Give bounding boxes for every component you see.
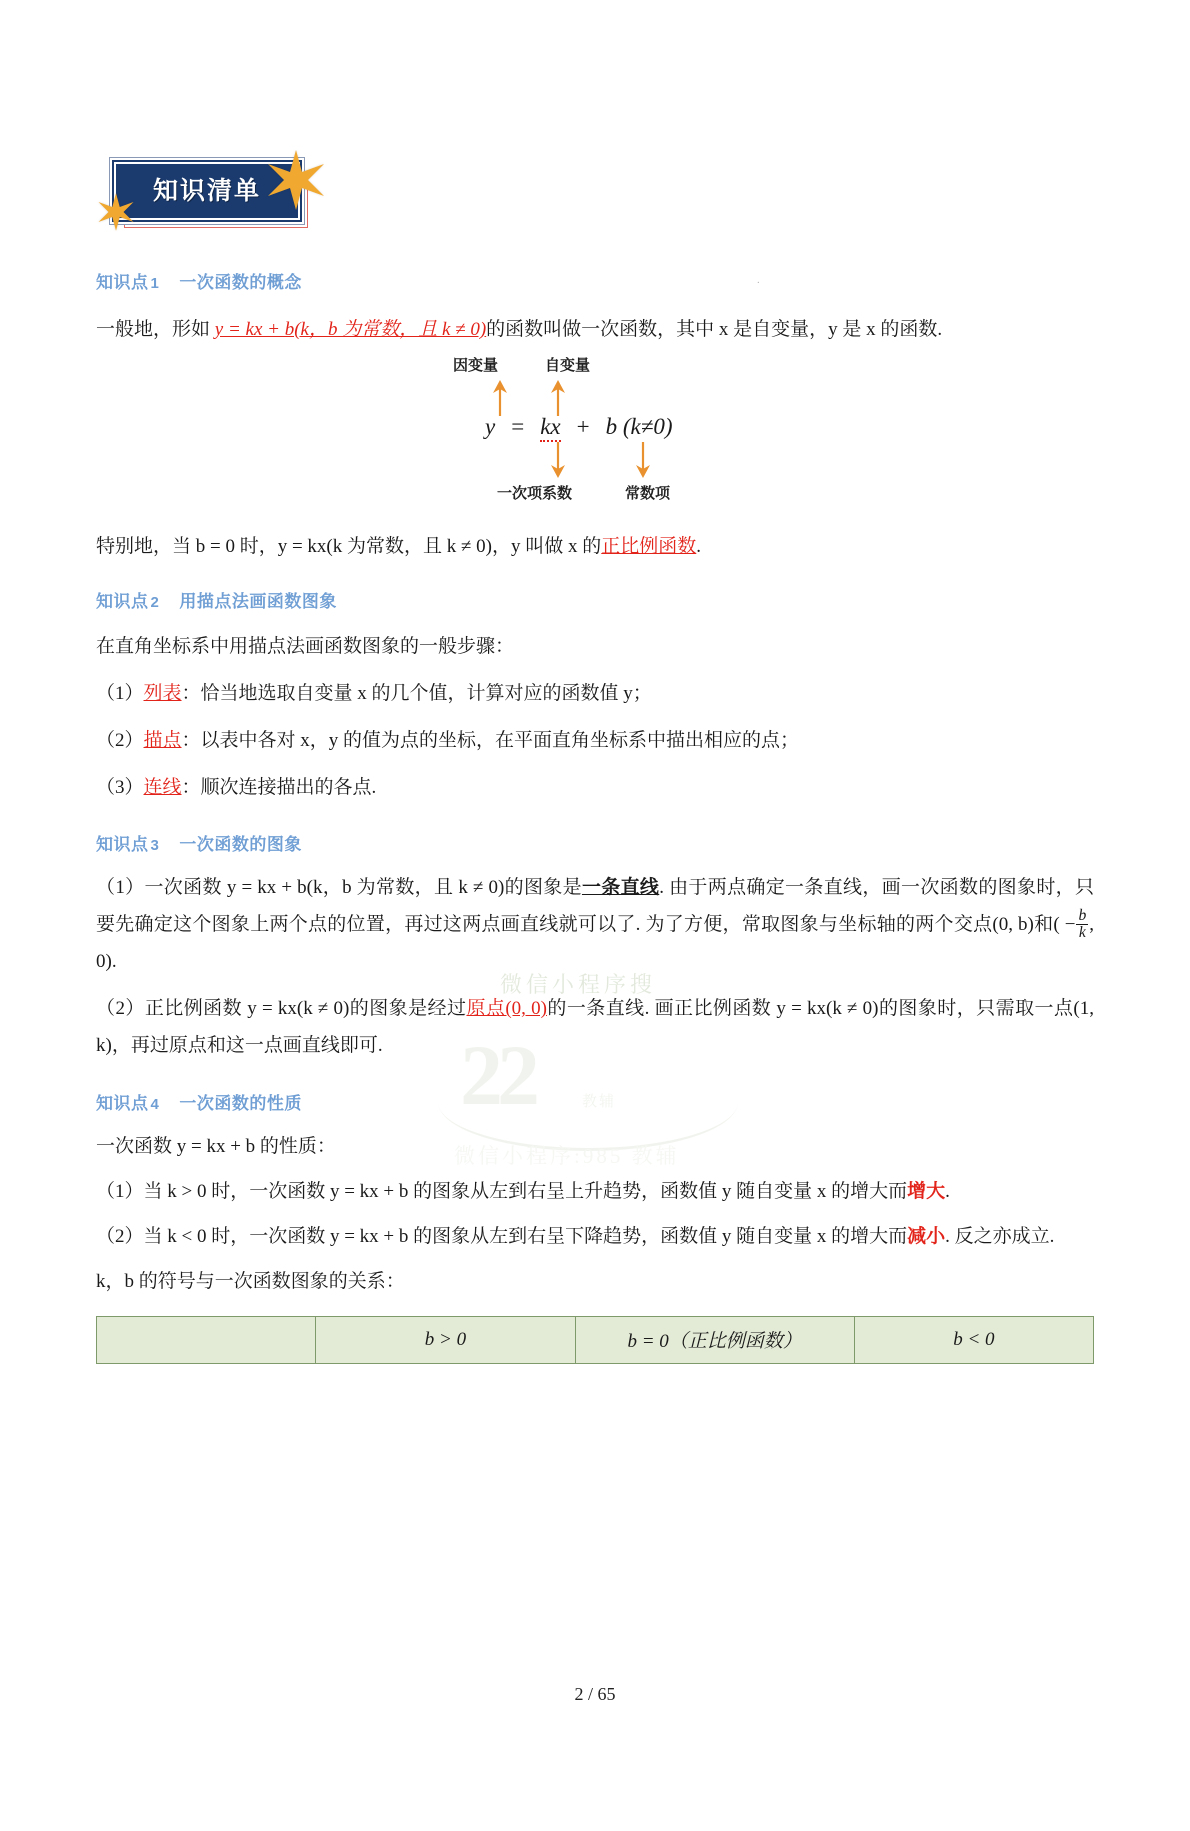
heading-knowledge-point-4: [96, 1089, 1094, 1114]
heading-knowledge-point-3: [96, 830, 1094, 855]
table-header-cell-b-positive: b > 0: [316, 1316, 575, 1363]
kp4-prop1-red: 增大: [907, 1180, 946, 1202]
watermark-line: 微信小程序:985 教辅: [454, 1144, 680, 1168]
kp2-step1-term: 列表: [143, 683, 182, 705]
kp2-step3-term: 连线: [143, 777, 182, 799]
watermark-sub: 教辅: [582, 1094, 617, 1110]
star-icon: [96, 192, 136, 232]
kp4-label: 知识点: [96, 1093, 149, 1113]
kb-sign-relation-table: [96, 1316, 1094, 1364]
kp3-item1-and: 和: [1033, 914, 1054, 936]
kp2-step-2: [96, 722, 1094, 759]
kp4-prop2-red: 减小: [907, 1225, 946, 1247]
table-header-cell-b-zero: b = 0（正比例函数）: [575, 1316, 854, 1363]
kp4-prop1-pre: （1）当 k > 0 时，一次函数 y = kx + b 的图象从左到右呈上升趋势，函数值 y 随自变量 x 的增大而: [96, 1180, 908, 1202]
arrow-down-icon: [635, 442, 651, 478]
diagram-label-constant-term: 常数项: [625, 485, 671, 503]
kp3-item1-bold: 一条直线: [581, 877, 660, 899]
table-header-cell-empty: [97, 1316, 316, 1363]
kp4-number: 4: [150, 1095, 160, 1113]
kp2-step2-index: （2）: [96, 730, 144, 752]
kp1-post: 的函数叫做一次函数，其中 x 是自变量，y 是 x 的函数.: [486, 319, 943, 340]
page-number: 2 / 65: [574, 1684, 616, 1704]
kp1-special-end: .: [696, 536, 702, 558]
kp1-definition-paragraph: [96, 311, 1094, 348]
table-header-cell-b-negative: b < 0: [854, 1316, 1093, 1363]
kp3-item2-mid: 的一条直线. 画正比例函数 y = kx(k ≠ 0)的图象时，只需取一点: [546, 998, 1074, 1020]
kp3-item1-pre: （1）一次函数 y = kx + b(k，b 为常数，且 k ≠ 0)的图象是: [96, 877, 582, 899]
fraction-denominator: k: [1078, 924, 1086, 942]
kp3-fraction-b-over-k: [1076, 908, 1088, 942]
diagram-eq-kx: kx: [540, 414, 560, 442]
kp2-step3-index: （3）: [96, 777, 144, 799]
watermark-number: 22: [460, 1027, 534, 1123]
kp2-label: 知识点: [96, 592, 149, 612]
kp3-item-1: [96, 869, 1094, 980]
kp4-table-lead: k，b 的符号与一次函数图象的关系：: [96, 1270, 405, 1292]
kp1-special-pre: 特别地，当 b = 0 时，y = kx(k 为常数，且 k ≠ 0)，y 叫做 x 的: [96, 536, 602, 558]
diagram-equation: [485, 414, 673, 440]
formula-annotation-diagram: [435, 354, 755, 504]
diagram-eq-b: b (k≠0): [605, 414, 673, 440]
arrow-down-icon: [550, 442, 566, 478]
kp2-lead: 在直角坐标系中用描点法画函数图象的一般步骤：: [96, 636, 515, 658]
kp4-prop2-post: . 反之亦成立.: [945, 1225, 1055, 1247]
kp2-step-1: [96, 675, 1094, 712]
kp4-title: 一次函数的性质: [179, 1093, 302, 1113]
kp1-special-case-paragraph: [96, 528, 1094, 565]
kp2-step1-text: ：恰当地选取自变量 x 的几个值，计算对应的函数值 y；: [181, 683, 652, 705]
diagram-eq-y: y: [485, 414, 496, 440]
stray-dot-mark: .: [757, 274, 760, 286]
diagram-label-independent-variable: 自变量: [545, 357, 591, 375]
kp3-item2-post: ，再过原点和这一点画直线即可.: [111, 1035, 383, 1057]
heading-knowledge-point-2: [96, 587, 1094, 612]
star-icon: [264, 148, 328, 212]
kp3-item2-point: (1, k): [96, 998, 1094, 1057]
fraction-numerator: b: [1078, 906, 1087, 924]
kp4-prop1-post: .: [945, 1180, 950, 1202]
kp1-special-term: 正比例函数: [601, 536, 697, 558]
kp1-pre: 一般地，形如: [96, 319, 215, 340]
kp4-property-2: [96, 1218, 1094, 1255]
kp3-item1-point2-pre: ( −: [1053, 914, 1076, 936]
diagram-eq-equals: =: [511, 414, 525, 440]
kp2-step-3: [96, 769, 1094, 806]
kp3-item2-pre: （2）正比例函数 y = kx(k ≠ 0)的图象是经过: [96, 998, 467, 1020]
page-footer: [0, 1684, 1190, 1705]
arrow-up-icon: [492, 380, 508, 416]
kp4-lead: 一次函数 y = kx + b 的性质：: [96, 1135, 336, 1157]
page-content: [96, 148, 1094, 1364]
kp1-label: 知识点: [96, 273, 149, 292]
kp3-item2-red: 原点(0, 0): [466, 998, 547, 1020]
arrow-up-icon: [550, 380, 566, 416]
kp2-step2-term: 描点: [143, 730, 182, 752]
banner-label: 知识清单: [152, 177, 261, 205]
kp4-property-1: [96, 1173, 1094, 1210]
kp1-formula: y = kx + b(k，b 为常数，且 k ≠ 0): [214, 319, 487, 340]
kp2-number: 2: [150, 594, 160, 612]
diagram-label-linear-coefficient: 一次项系数: [497, 485, 573, 503]
kp2-title: 用描点法画函数图象: [179, 592, 337, 612]
diagram-eq-plus: +: [576, 414, 590, 440]
kp3-item-2: [96, 990, 1094, 1064]
document-page: [0, 148, 1190, 1831]
watermark-top: 微信小程序搜: [500, 972, 657, 997]
diagram-label-dependent-variable: 因变量: [453, 357, 499, 375]
heading-knowledge-point-1: [96, 268, 1094, 293]
section-banner: [96, 148, 326, 230]
kp3-item1-point1: (0, b): [992, 914, 1034, 936]
kp3-number: 3: [150, 837, 160, 855]
kp2-step2-text: ：以表中各对 x，y 的值为点的坐标，在平面直角坐标系中描出相应的点；: [181, 730, 800, 752]
kp3-label: 知识点: [96, 835, 149, 855]
kp3-title: 一次函数的图象: [179, 835, 302, 855]
kp3-item1-point2-post: , 0).: [96, 914, 1095, 973]
table-row: [97, 1316, 1094, 1363]
kp4-prop2-pre: （2）当 k < 0 时，一次函数 y = kx + b 的图象从左到右呈下降趋势，函数值 y 随自变量 x 的增大而: [96, 1225, 908, 1247]
kp1-number: 1: [150, 275, 160, 292]
kp2-step1-index: （1）: [96, 683, 144, 705]
kp2-step3-text: ：顺次连接描出的各点.: [181, 777, 377, 799]
kp3-item1-post: . 由于两点确定一条直线，画一次函数的图象时，只要先确定这个图象上两个点的位置，再过这两点画直线就可以了. 为了方便，常取图象与坐标轴的两个交点: [96, 877, 1094, 936]
kp1-title: 一次函数的概念: [179, 273, 302, 292]
